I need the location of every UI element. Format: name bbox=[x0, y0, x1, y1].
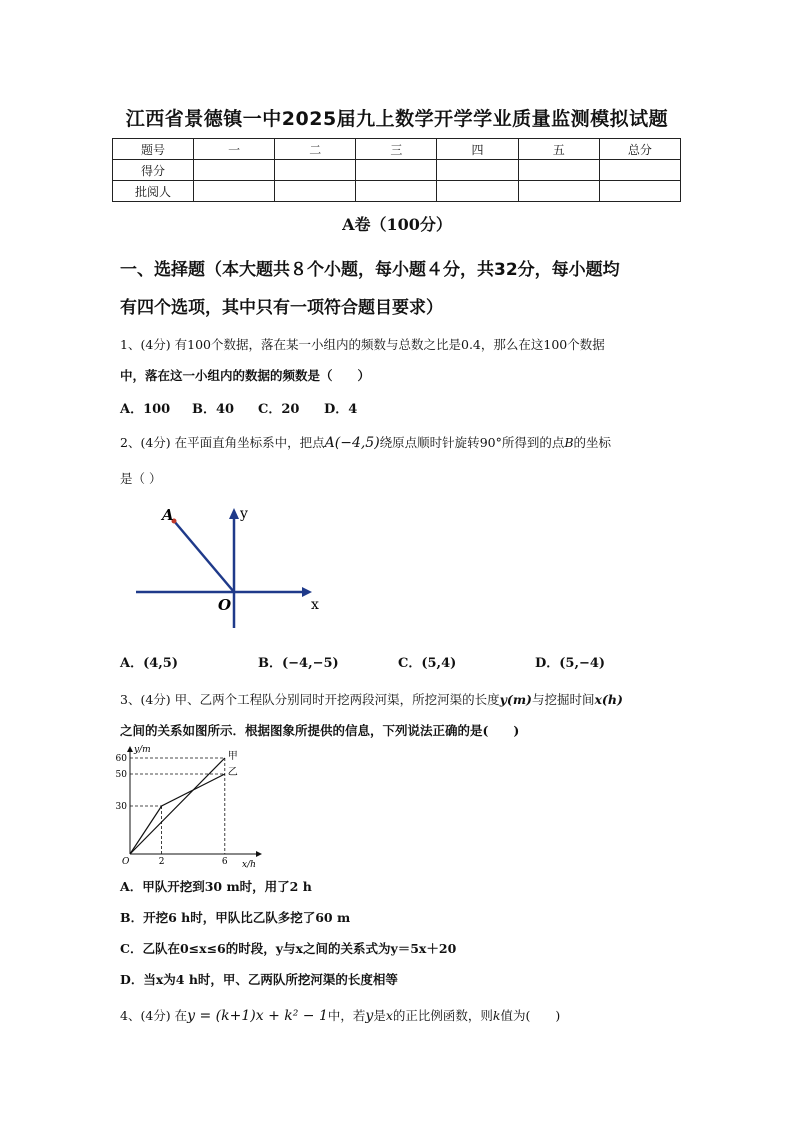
q4-x: x bbox=[385, 1008, 393, 1023]
grader-cell[interactable] bbox=[599, 181, 680, 202]
q4-is: 是 bbox=[373, 1008, 386, 1023]
section-a-title: A卷（100分） bbox=[342, 215, 452, 234]
chart-x-axis-arrow bbox=[256, 851, 262, 857]
q4-line bbox=[120, 1006, 720, 1024]
q4-k: k bbox=[492, 1008, 501, 1023]
grader-cell[interactable] bbox=[275, 181, 356, 202]
label-o: O bbox=[218, 596, 232, 614]
score-cell[interactable] bbox=[518, 160, 599, 181]
q3-option-a[interactable]: A．甲队开挖到30 m时，用了2 h bbox=[120, 879, 312, 894]
y-tick-label: 60 bbox=[115, 754, 127, 764]
chart-origin-label: O bbox=[122, 857, 130, 867]
table-header-cell: 总分 bbox=[599, 139, 680, 160]
part1-heading-line2: 有四个选项，其中只有一项符合题目要求） bbox=[120, 298, 443, 318]
q3-text-a: 3、(4分) 甲、乙两个工程队分别同时开挖两段河渠，所挖河渠的长度 bbox=[120, 692, 500, 707]
score-row bbox=[113, 160, 681, 181]
exam-title: 江西省景德镇一中2025届九上数学开学学业质量监测模拟试题 bbox=[125, 108, 669, 130]
q2-line2: 是（ ） bbox=[120, 471, 162, 486]
q1-line1: 1、(4分) 有100个数据，落在某一小组内的频数与总数之比是0.4，那么在这100个数据 bbox=[120, 337, 605, 352]
row-label: 批阅人 bbox=[113, 181, 194, 202]
q3-line-chart bbox=[112, 742, 272, 868]
label-x: x bbox=[311, 597, 319, 613]
q4-prefix: 4、(4分) 在 bbox=[120, 1008, 188, 1023]
series-label-yi: 乙 bbox=[227, 767, 238, 778]
q2-option-b[interactable]: B．(−4,−5) bbox=[258, 656, 339, 671]
table-header-cell: 一 bbox=[194, 139, 275, 160]
q2-option-d[interactable]: D．(5,−4) bbox=[535, 656, 606, 671]
coordinate-figure bbox=[130, 500, 330, 632]
q4-mid: 中，若 bbox=[327, 1008, 366, 1023]
y-tick-label: 30 bbox=[115, 802, 127, 812]
q1-option-b[interactable]: B．40 bbox=[192, 402, 235, 417]
series-label-jia: 甲 bbox=[227, 751, 238, 762]
x-axis-arrow bbox=[302, 587, 312, 597]
label-a: A bbox=[162, 506, 174, 524]
segment-oa bbox=[174, 521, 234, 592]
q2-text-c: 所得到的点 bbox=[501, 435, 565, 450]
q4-formula: y = (k+1)x + k² − 1 bbox=[187, 1008, 328, 1024]
grader-cell[interactable] bbox=[518, 181, 599, 202]
score-table bbox=[112, 138, 681, 202]
x-tick-label: 6 bbox=[221, 857, 228, 867]
y-var-text: y(m) bbox=[499, 692, 532, 707]
q2-option-c[interactable]: C．(5,4) bbox=[398, 656, 457, 671]
row-label: 得分 bbox=[113, 160, 194, 181]
q3-option-c[interactable]: C．乙队在0≤x≤6的时段，y与x之间的关系式为y＝5x＋20 bbox=[120, 941, 457, 956]
score-table-header-row bbox=[113, 139, 681, 160]
y-tick-label: 50 bbox=[115, 770, 127, 780]
q3-text-b: 与挖掘时间 bbox=[531, 692, 595, 707]
q4-suffix: 值为( ) bbox=[500, 1008, 561, 1023]
table-header-cell: 二 bbox=[275, 139, 356, 160]
q2-option-a[interactable]: A．(4,5) bbox=[120, 656, 179, 671]
grader-row bbox=[113, 181, 681, 202]
q2-text-d: 的坐标 bbox=[573, 435, 612, 450]
q2-text-a: 2、(4分) 在平面直角坐标系中，把点 bbox=[120, 435, 325, 450]
q3-option-d[interactable]: D．当x为4 h时，甲、乙两队所挖河渠的长度相等 bbox=[120, 972, 398, 987]
score-cell[interactable] bbox=[599, 160, 680, 181]
table-header-cell: 四 bbox=[437, 139, 518, 160]
table-header-cell: 题号 bbox=[113, 139, 194, 160]
grader-cell[interactable] bbox=[194, 181, 275, 202]
part1-heading-line1: 一、选择题（本大题共８个小题，每小题４分，共32分，每小题均 bbox=[120, 260, 620, 280]
table-header-cell: 三 bbox=[356, 139, 437, 160]
table-header-cell: 五 bbox=[518, 139, 599, 160]
score-cell[interactable] bbox=[275, 160, 356, 181]
x-tick-label: 2 bbox=[158, 857, 165, 867]
q1-option-d[interactable]: D．4 bbox=[324, 402, 358, 417]
chart-y-axis-arrow bbox=[127, 746, 133, 752]
grader-cell[interactable] bbox=[356, 181, 437, 202]
score-cell[interactable] bbox=[194, 160, 275, 181]
q3-line2: 之间的关系如图所示．根据图象所提供的信息，下列说法正确的是( ) bbox=[120, 723, 520, 738]
grader-cell[interactable] bbox=[437, 181, 518, 202]
x-var-text: x(h) bbox=[594, 692, 623, 707]
q4-mid2: 的正比例函数，则 bbox=[392, 1008, 493, 1023]
chart-x-label: x/h bbox=[242, 860, 256, 868]
label-y: y bbox=[240, 506, 248, 522]
score-cell[interactable] bbox=[356, 160, 437, 181]
score-cell[interactable] bbox=[437, 160, 518, 181]
q4-y: y bbox=[365, 1008, 374, 1024]
series-line-jia bbox=[130, 758, 225, 854]
point-b-text: B bbox=[564, 435, 574, 450]
q3-option-b[interactable]: B．开挖6 h时，甲队比乙队多挖了60 m bbox=[120, 910, 351, 925]
point-a-text: A(−4,5) bbox=[324, 435, 380, 451]
chart-y-label: y/m bbox=[134, 745, 151, 755]
q3-line1 bbox=[120, 690, 720, 708]
q1-line2: 中，落在这一小组内的数据的频数是（ ） bbox=[120, 368, 371, 383]
y-axis-arrow bbox=[229, 508, 239, 519]
q1-option-a[interactable]: A．100 bbox=[120, 402, 171, 417]
q2-text-b: 绕原点顺时针旋转 bbox=[379, 435, 480, 450]
q1-option-c[interactable]: C．20 bbox=[258, 402, 300, 417]
q2-line1 bbox=[120, 433, 720, 451]
series-line-yi bbox=[130, 774, 225, 854]
angle-text: 90° bbox=[479, 435, 502, 450]
